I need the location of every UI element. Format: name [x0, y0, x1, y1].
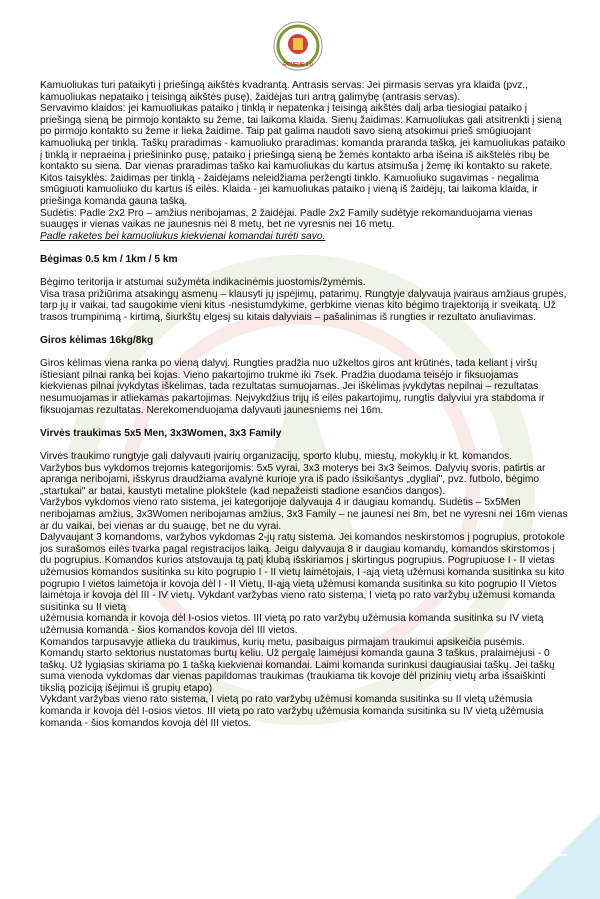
- rope-paragraph: Virvės traukimo rungtyje gali dalyvauti įvairių organizacijų, sporto klubų, miestų, mokyklų ir kt. komandos.: [40, 451, 513, 462]
- kettlebell-paragraph: Giros kėlimas viena ranka po vieną dalyvį. Rungties pradžia nuo užkeltos giros ant krūtinės, tada keliant į viršų ištiesiant pilnai ranką bei kojas. Vieno pakartojimo trukmė iki 7sek. Pradžia duodama teisėjo ir fiksuojamas kiekvienas pilnai įvykdytas iškėlimas, tada rezultatas sumuojamas. Jei iškėlimas įvykdytas nepilnai – rezultatas nesumuojamas ir atliekamas pakartojimas. Neįvykdžius trijų iš eilės pakartojimų, rungtis dalyviui yra stabdoma ir fiksuojamas rezultatas. Nerekomenduojama dalyvauti jaunesniems nei 16m.: [40, 358, 545, 416]
- event-logo: [272, 20, 324, 72]
- svg-text:ROVEUE 2.0: ROVEUE 2.0: [283, 62, 313, 68]
- rules-paragraph: Kamuoliukas turi pataikyti į priešingą aikštės kvadrantą. Antrasis servas: Jei pirmasis servas yra klaida (pvz., kamuoliukas nepataiko į teisingą aikštės pusę), žaidėjas turi antrą galimybę (antrasis servas).: [40, 80, 529, 103]
- rope-paragraph: Varžybos bus vykdomos trejomis kategorijomis: 5x5 vyrai, 3x3 moterys bei 3x3 šeimos. Dalyvių svoris, patirtis ar apranga neribojami, išskyrus draudžiama avalynė kurioje yra iš pado išsikišantys „dygliai", pvz. futbolo, bėgimo „startukai" ar batai, kaustyti metaline plokštele (kad nepažeisti stadione esančios dangos).: [40, 462, 546, 497]
- section-heading-run: Bėgimas 0.5 km / 1km / 5 km: [40, 253, 178, 265]
- categories-paragraph: Sudėtis: Padle 2x2 Pro – amžius neribojamas, 2 žaidėjai. Padle 2x2 Family sudėtyje rekomanduojama vienas suaugęs ir vienas vaikas ne jaunesnis nei 8 metų, bet ne vyresnis nei 16 metų.: [40, 207, 533, 231]
- rope-paragraph: Dalyvaujant 3 komandoms, varžybos vykdomas 2-jų ratų sistema. Jei komandos neskirstomos į pogrupius, protokole jos surašomos eilės tvarka pagal registracijos laiką. Jeigu dalyvauja 8 ir daugiau komandų, komandos skirstomos į du pogrupius. Komandos kurios atstovauja tą patį klubą išskiriamos į skirtingus pogrupius. Pogrupiuose I - II vietas užėmusios komandos susitinka su kito pogrupio I - II vietų laimėtojais, I -ają vietą užėmusi komanda susitinka su kito pogrupio I vietos laimėtoja ir kovoja dėl I - II Vietų, II-ąją vietą užėmusi komanda susitinka su kito pogrupio II Vietos laimėtoja ir kovoja dėl III - IV vietų. Vykdant varžybas vieno rato sistema, I vietą po rato varžybų užėmusi komanda susitinka su II vietą: [40, 532, 565, 613]
- rope-paragraph: užėmusia komanda ir kovoja dėl I-osios vietos. III vietą po rato varžybų užėmusia komanda susitinka su IV vietą užėmusia komanda - šios komandos kovoja dėl III vietos.: [40, 613, 544, 636]
- rope-paragraph: Vykdant varžybas vieno rato sistema, I vietą po rato varžybų užėmusi komanda susitinka su II vietą užėmusia komanda ir kovoja dėl I-osios vietos. III vietą po rato varžybų užėmusia komanda susitinka su IV vietą užėmusia komanda - šios komandos kovoja dėl III vietos.: [40, 694, 544, 729]
- rope-paragraph: Varžybos vykdomos vieno rato sistema, jei kategorijoje dalyvauja 4 ir daugiau komandų. Sudėtis – 5x5Men neribojamas amžius, 3x3Women neribojamas amžius, 3x3 Family – ne jaunesi nei 8m, bet ne vyresni nei 16m vienas ar du vaikai, bei vienas ar du suaugę, bet ne du vyrai.: [40, 497, 568, 532]
- section-heading-kettlebell: Giros kėlimas 16kg/8kg: [40, 335, 154, 347]
- page-number: 2: [553, 832, 568, 862]
- run-paragraph: Visa trasa prižiūrima atsakingų asmenų – klausyti jų įspėjimų, patarimų. Rungtyje dalyvauja įvairaus amžiaus grupės, tarp jų ir vaikai, tad saugokime vieni kitus -nesistumdykime, gerbkime vienas kito bėgimo trajektoriją ir sveikatą. Už trasos trumpinimą - kirtimą, šiurkštų elgesį su kitais dalyviais – pašalinimas iš rungties ir rezultato anuliavimas.: [40, 288, 567, 323]
- section-heading-rope: Virvės traukimas 5x5 Men, 3x3Women, 3x3 Family: [40, 427, 282, 439]
- rackets-note: Padle raketes bei kamuoliukus kiekvienai komandai turėti savo.: [40, 230, 326, 242]
- document-body: [40, 80, 568, 729]
- rope-paragraph: Komandos tarpusavyje atlieka du traukimus, kurių metu, pasibaigus pirmajam traukimui apsikeičia pusėmis.: [40, 636, 525, 648]
- rope-paragraph: Komandų starto sektorius nustatomas burtų keliu. Už pergalę laimėjusi komanda gauna 3 taškus, pralaimėjusi - 0 taškų. Už lygiąsias skiriama po 1 tašką kiekvienai komandai. Laimi komanda surinkusi daugiausiai taškų. Jei taškų suma vienoda vykdomas dar vienas papildomas traukimas (traukiama tik kovoje dėl prizinių vietų arba išsaiškinti tikslią poziciją išėjimui iš grupių etapo): [40, 648, 555, 694]
- rules-paragraph: Servavimo klaidos: jei kamuoliukas pataiko į tinklą ir nepatenka į teisingą aikštės dalį arba tiesiogiai pataiko į priešingą sieną be pirmojo kontakto su žeme, tai laikoma klaida. Sienų žaidimas: Kamuoliukas gali atsitrenkti į sieną po pirmojo kontakto su žeme ir lieka žaidime. Taip pat galima naudoti savo sieną atsokimui prieš smūgiuojant kamuoliuką per tinklą. Taškų praradimas - kamuoliuko praradimas: komanda praranda tašką, jei kamuoliukas pataiko į tinklą ir nepraeina į priešininko pusę, pataiko į priešingą sieną be žemės kontakto arba išeina iš aikštelės ribų be kontakto su siena. Dar vienas praradimas taško kai kamuoliukas du kartus atsimuša į žemę iki kontakto su rakete. Kitos taisyklės: žaidimas per tinklą - žaidėjams neleidžiama peržengti tinklo. Kamuoliuko sugavimas - negalima smūgiuoti kamuoliuko du kartus iš eilės. Klaida - jei kamuoliukas pataiko į vieną iš žaidėjų, tai laikoma klaida, ir priešinga komanda gauna tašką.: [40, 103, 566, 207]
- run-paragraph: Bėgimo teritorija ir atstumai sužymėta indikacinėmis juostomis/žymėmis.: [40, 277, 366, 289]
